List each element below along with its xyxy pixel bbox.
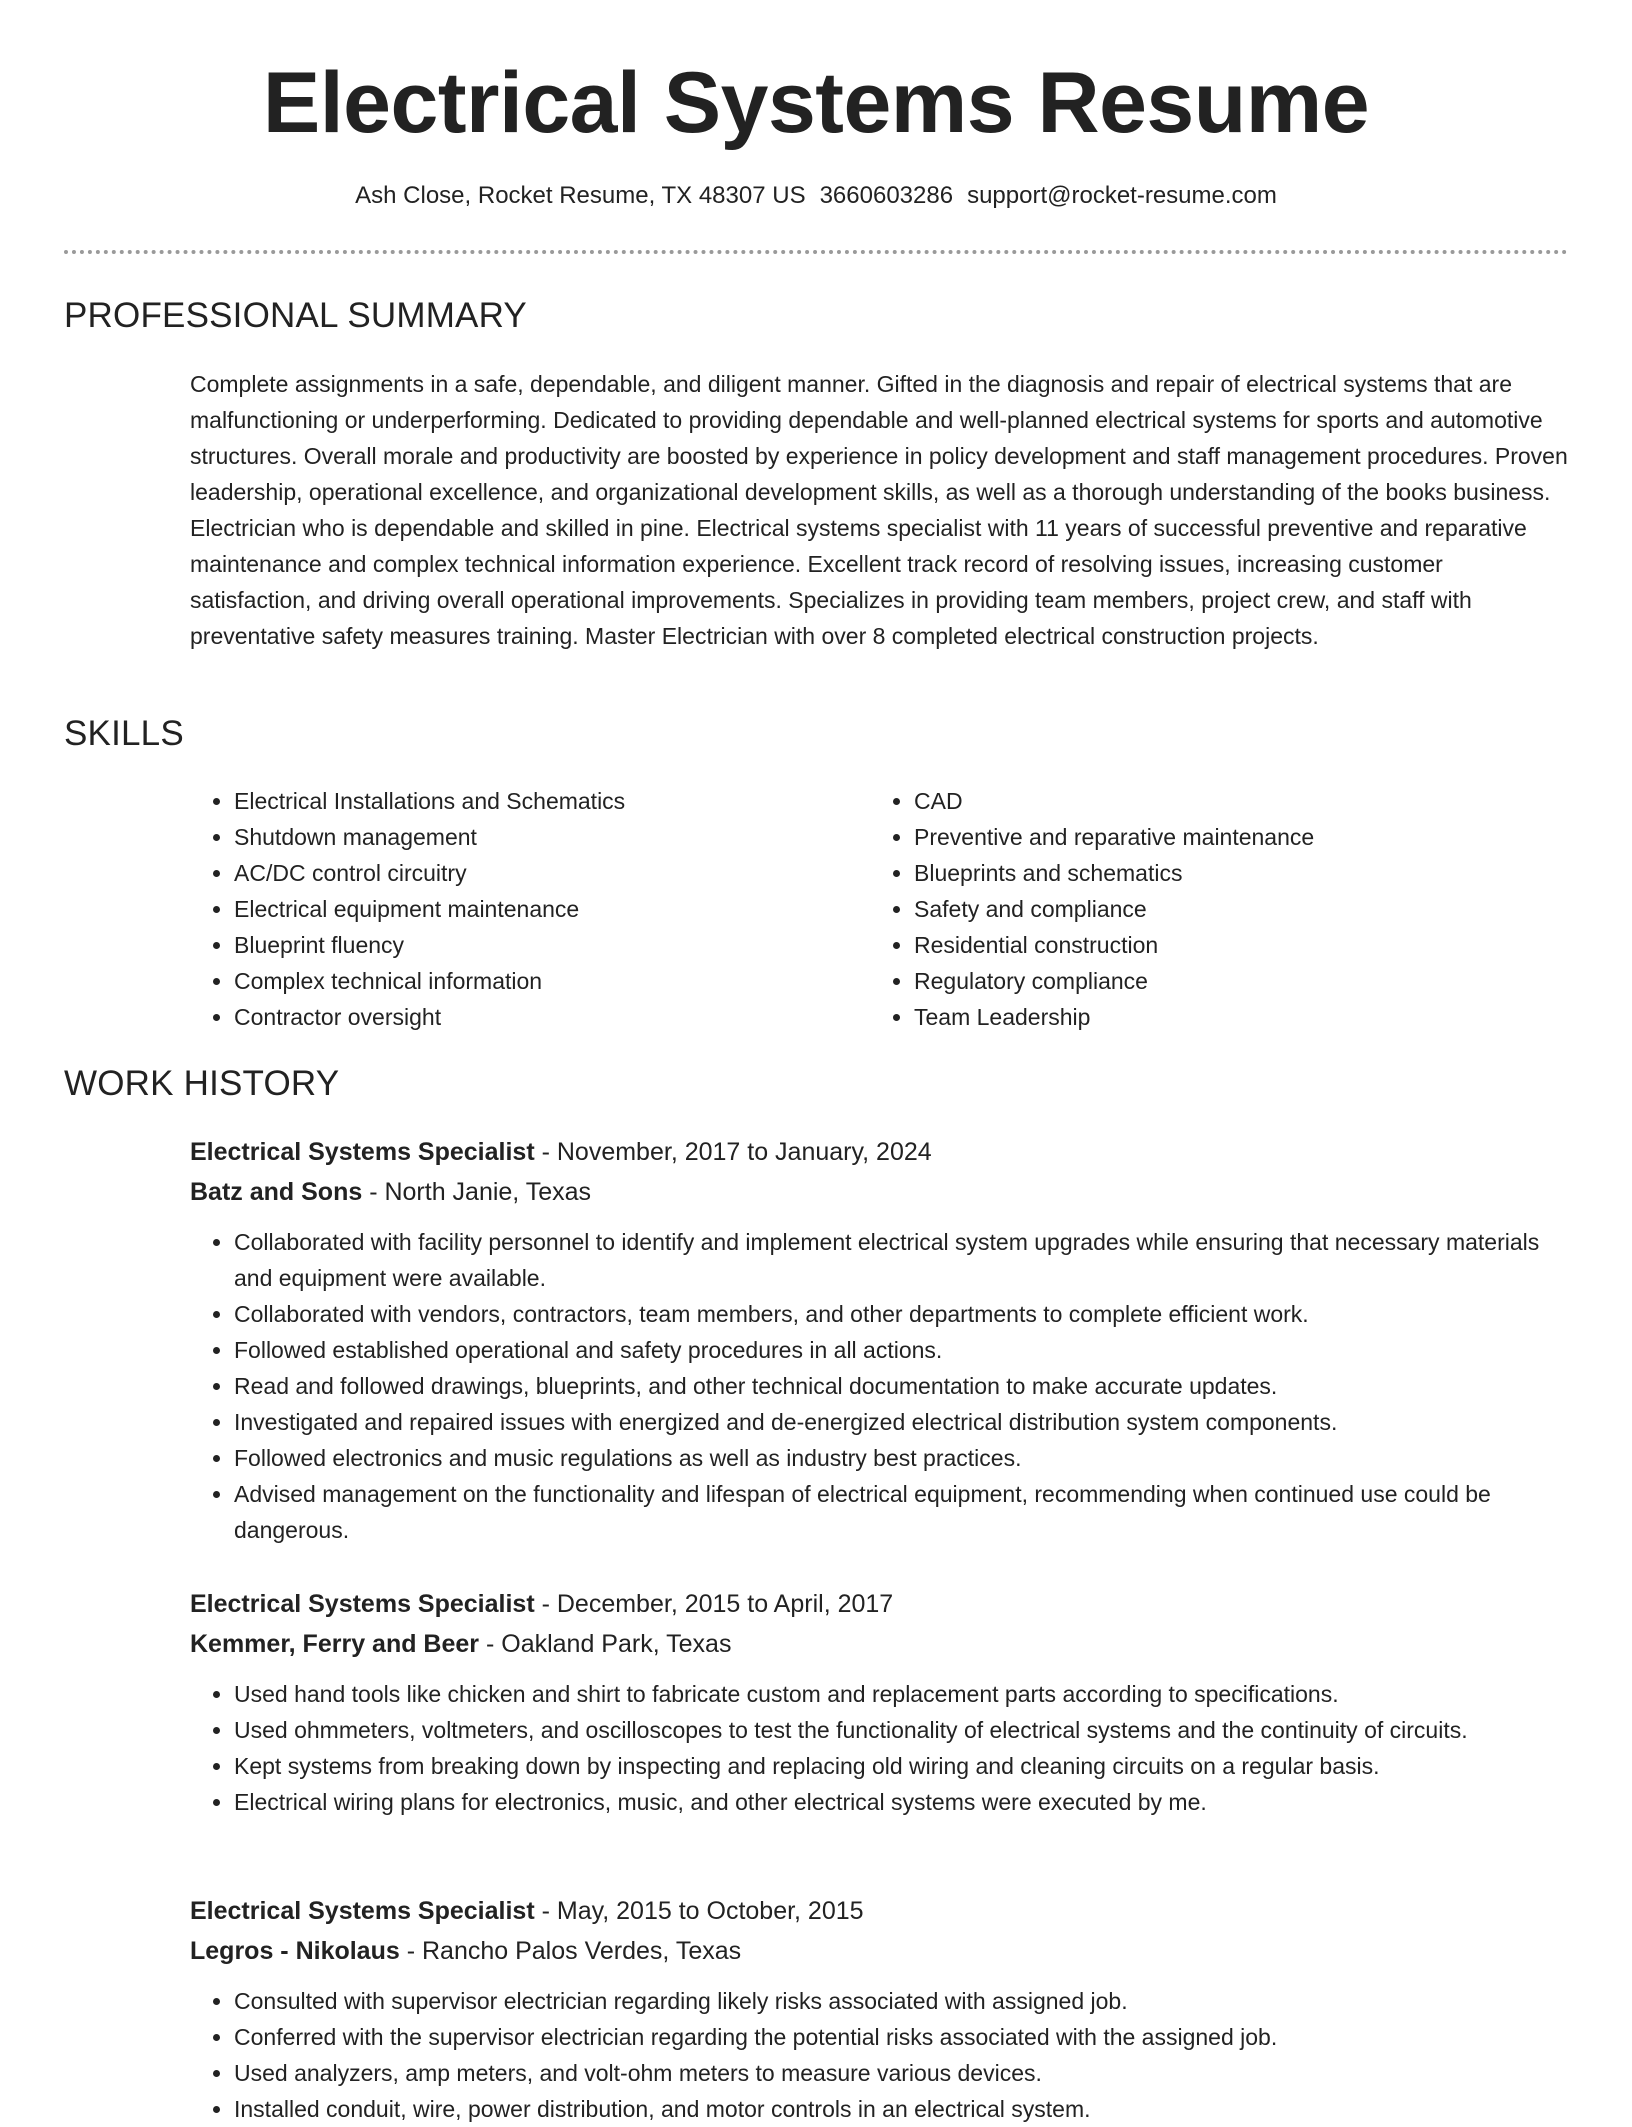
job-bullet: • Investigated and repaired issues with energized and de-energized electrical distribution system components. [234, 1404, 1570, 1440]
skill-item: • Residential construction [914, 927, 1574, 963]
skills-heading: SKILLS [64, 714, 184, 753]
job-title: Electrical Systems Specialist [190, 1897, 535, 1925]
job-bullet: • Conferred with the supervisor electrician regarding the potential risks associated with the assigned job. [234, 2019, 1570, 2055]
skill-item: • Shutdown management [234, 819, 854, 855]
skill-item: • Electrical equipment maintenance [234, 891, 854, 927]
job-entry [190, 1584, 1570, 1820]
skill-item: • Complex technical information [234, 963, 854, 999]
work-history-heading: WORK HISTORY [64, 1064, 340, 1103]
job-entry [190, 1132, 1570, 1548]
skill-item: • Preventive and reparative maintenance [914, 819, 1574, 855]
job-dates: - November, 2017 to January, 2024 [534, 1138, 932, 1166]
skill-item: • Electrical Installations and Schematics [234, 783, 854, 819]
contact-phone: 3660603286 [819, 182, 954, 209]
skill-item: • Blueprint fluency [234, 927, 854, 963]
job-title-line [190, 1132, 1570, 1172]
job-title: Electrical Systems Specialist [190, 1590, 535, 1618]
skills-list-right [870, 783, 1574, 1035]
job-title: Electrical Systems Specialist [190, 1138, 535, 1166]
job-bullets [190, 1676, 1570, 1820]
skill-item: • Blueprints and schematics [914, 855, 1574, 891]
job-title-line [190, 1891, 1570, 1931]
job-bullets [190, 1224, 1570, 1548]
job-bullet: • Read and followed drawings, blueprints, and other technical documentation to make accurate updates. [234, 1368, 1570, 1404]
contact-line [0, 182, 1632, 210]
header-divider [64, 250, 1568, 254]
job-bullet: • Advised management on the functionality and lifespan of electrical equipment, recommending when continued use could be dangerous. [234, 1476, 1570, 1548]
job-bullet: • Installed conduit, wire, power distribution, and motor controls in an electrical system. [234, 2091, 1570, 2127]
job-bullet: • Followed electronics and music regulations as well as industry best practices. [234, 1440, 1570, 1476]
skill-item: • Team Leadership [914, 999, 1574, 1035]
job-company: Legros - Nikolaus [190, 1937, 400, 1965]
job-bullets [190, 1983, 1570, 2127]
summary-heading: PROFESSIONAL SUMMARY [64, 296, 527, 335]
job-location: - Rancho Palos Verdes, Texas [399, 1937, 742, 1965]
skill-item: • AC/DC control circuitry [234, 855, 854, 891]
job-bullet: • Used hand tools like chicken and shirt to fabricate custom and replacement parts according to specifications. [234, 1676, 1570, 1712]
job-dates: - December, 2015 to April, 2017 [534, 1590, 894, 1618]
job-bullet: • Kept systems from breaking down by inspecting and replacing old wiring and cleaning circuits on a regular basis. [234, 1748, 1570, 1784]
job-entry [190, 1891, 1570, 2127]
skill-item: • CAD [914, 783, 1574, 819]
skill-item: • Safety and compliance [914, 891, 1574, 927]
job-location: - North Janie, Texas [362, 1178, 592, 1206]
job-company-line [190, 1624, 1570, 1664]
job-bullet: • Electrical wiring plans for electronics, music, and other electrical systems were executed by me. [234, 1784, 1570, 1820]
contact-email: support@rocket-resume.com [967, 182, 1277, 209]
job-company: Kemmer, Ferry and Beer [190, 1630, 480, 1658]
job-company-line [190, 1172, 1570, 1212]
job-company-line [190, 1931, 1570, 1971]
job-bullet: • Collaborated with facility personnel to identify and implement electrical system upgrades while ensuring that necessary materials and equipment were available. [234, 1224, 1570, 1296]
job-bullet: • Consulted with supervisor electrician regarding likely risks associated with assigned job. [234, 1983, 1570, 2019]
job-location: - Oakland Park, Texas [479, 1630, 732, 1658]
job-dates: - May, 2015 to October, 2015 [534, 1897, 864, 1925]
job-company: Batz and Sons [190, 1178, 363, 1206]
job-bullet: • Used ohmmeters, voltmeters, and oscilloscopes to test the functionality of electrical systems and the continuity of circuits. [234, 1712, 1570, 1748]
summary-text: Complete assignments in a safe, dependable, and diligent manner. Gifted in the diagnosis and repair of electrical systems that are malfunctioning or underperforming. Dedicated to providing dependable and well-planned electrical systems for sports and automotive structures. Overall morale and productivity are boosted by experience in policy development and staff management procedures. Proven leadership, operational excellence, and organizational development skills, as well as a thorough understanding of the books business. Electrician who is dependable and skilled in pine. Electrical systems specialist with 11 years of successful preventive and reparative maintenance and complex technical information experience. Excellent track record of resolving issues, increasing customer satisfaction, and driving overall operational improvements. Specializes in providing team members, project crew, and staff with preventative safety measures training. Master Electrician with over 8 completed electrical construction projects. [190, 371, 1568, 649]
skill-item: • Contractor oversight [234, 999, 854, 1035]
skill-item: • Regulatory compliance [914, 963, 1574, 999]
job-bullet: • Used analyzers, amp meters, and volt-ohm meters to measure various devices. [234, 2055, 1570, 2091]
contact-address: Ash Close, Rocket Resume, TX 48307 US [355, 182, 806, 209]
skills-list-left [190, 783, 854, 1035]
job-title-line [190, 1584, 1570, 1624]
resume-title: Electrical Systems Resume [262, 55, 1370, 151]
job-bullet: • Followed established operational and safety procedures in all actions. [234, 1332, 1570, 1368]
job-bullet: • Collaborated with vendors, contractors, team members, and other departments to complete efficient work. [234, 1296, 1570, 1332]
